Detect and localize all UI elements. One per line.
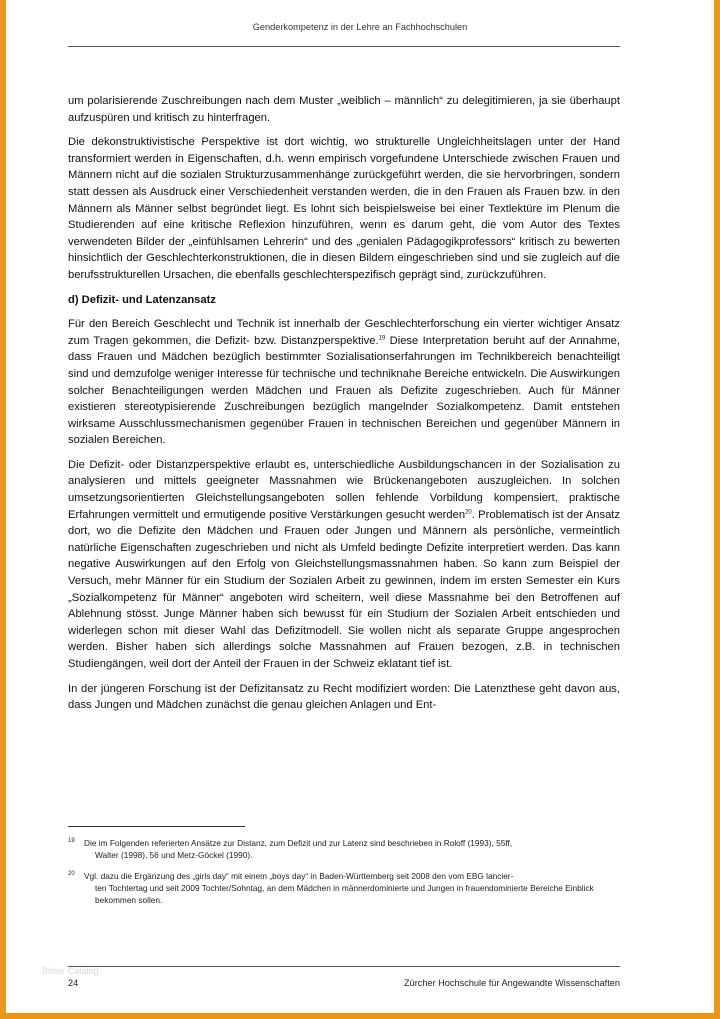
footnote-continuation: Walter (1998), 56 und Metz-Göckel (1990). — [95, 850, 253, 861]
footnote-number: 20 — [68, 870, 75, 877]
paragraph-1: um polarisierende Zuschreibungen nach dem Muster „weiblich – männlich“ zu delegitimieren, ja sie überhaupt aufzuspüren und kritisch zu hinterfragen. — [68, 95, 620, 124]
footnote-line: Vgl. dazu die Ergänzung des „girls day“ mit einem „boys day“ in Baden-Württemberg seit 2008 den vom EBG lancier- — [84, 870, 514, 881]
footnote-ref-19[interactable]: 19 — [378, 334, 386, 341]
paragraph-3-text-b: Diese Interpretation beruht auf der Annahme, dass Frauen und Mädchen bezüglich bestimmter Sozialisationserfahrungen im Technikbereich benachteiligt sind und demzufolge weniger Interesse für technische und techniknahe Bereiche entwickeln. Die Auswirkungen solcher Benachteiligungen werden Mädchen und Frauen als Defizite zugeschrieben. Auch für Männer existieren stereotypisierende Zuschreibungen bezüglich mangelnder Sozialkompetenz. Damit entstehen wirksame Ausschlussmechanismen gegenüber Frauen in technischen Bereichen und gegenüber Männern in sozialen Bereichen. — [68, 334, 620, 447]
header-rule — [68, 46, 620, 47]
footnote-number: 19 — [68, 838, 75, 844]
section-heading: d) Defizit- und Latenzansatz — [68, 293, 216, 306]
paragraph-2: Die dekonstruktivistische Perspektive ist dort wichtig, wo strukturelle Ungleichheitslagen unter der Hand transformiert werden in Eigenschaften, d.h. wenn empirisch vorgefundene Unterschiede zwischen Frauen und Männern nicht auf die sozialen Strukturzusammenhänge zurückgeführt werden, die sie hervorbringen, sondern statt dessen als Ausdruck einer Verschiedenheit verstanden werden, die in den Frauen als Frauen bzw. in den Männern als Männer selbst begründet liegt. Es lohnt sich beispielsweise bei einer Textlektüre im Plenum die Studierenden auf eine kritische Reflexion hinzuführen, wenn es darum geht, die vom Autor des Textes verwendeten Bilder der „einfühlsamen Lehrerin“ und des „genialen Pädagogikprofessors“ kritisch zu bewerten hinsichtlich der Geschlechterkonstruktionen, die in diesen Bildern eingeschrieben sind und sie zugleich auf die berufsstrukturellen Ursachen, die ebenfalls geschlechterspezifisch geprägt sind, zurückzuführen. — [68, 136, 620, 281]
paragraph-4 — [68, 457, 620, 673]
footnote-text — [84, 837, 620, 862]
paragraph-4-text-a: Die Defizit- oder Distanzperspektive erlaubt es, unterschiedliche Ausbildungschancen in der Sozialisation zu analysieren und mittels geeigneter Massnahmen wie Brückenangeboten auszugleichen. In solchen umsetzungsorientierten Gleichstellungsangeboten sollen fehlende Vorbildung kompensiert, praktische Erfahrungen vermittelt und ermutigende positive Verstärkungen gesucht werden — [68, 458, 620, 521]
page-number: 24 — [68, 978, 79, 988]
body-text — [68, 93, 620, 722]
document-page — [6, 0, 714, 1013]
footnote — [68, 837, 620, 862]
watermark: Bilder Catalog — [42, 966, 99, 976]
footer-institution: Zürcher Hochschule für Angewandte Wissenschaften — [403, 978, 620, 988]
footnote-ref-20[interactable]: 20 — [465, 508, 472, 515]
footnotes — [68, 837, 620, 914]
running-header: Genderkompetenz in der Lehre an Fachhochschulen — [252, 22, 468, 32]
footer-rule — [68, 966, 620, 967]
footnote-line: Die im Folgenden referierten Ansätze zur Distanz, zum Defizit und zur Latenz sind beschrieben in Roloff (1993), 55ff, — [84, 838, 513, 848]
footnote-continuation: ten Tochtertag und seit 2009 Tochter/Sohntag, an dem Mädchen in männerdominierte und Jungen in frauendominierte Bereiche Einblick bekommen sollen. — [95, 882, 594, 906]
footnote-rule — [68, 826, 245, 827]
paragraph-5: In der jüngeren Forschung ist der Defizitansatz zu Recht modifiziert worden: Die Latenzthese geht davon aus, dass Jungen und Mädchen zunächst die genau gleichen Anlagen und Ent- — [68, 682, 620, 712]
footnote — [68, 870, 620, 907]
paragraph-4-text-b: . Problematisch ist der Ansatz dort, wo die Defizite den Mädchen und Frauen oder Jungen und Männern als persönliche, vermeintlich natürliche Eigenschaften zugeschrieben und nicht als Umfeld bedingte Defizite interpretiert werden. Das kann negative Auswirkungen auf den Erfolg von Gleichstellungsmassnahmen haben. So kann zum Beispiel der Versuch, mehr Männer für ein Studium der Sozialen Arbeit zu gewinnen, indem im ersten Semester ein Kurs „Sozialkompetenz für Männer“ angeboten wird scheitern, weil diese Massnahme bei den Betroffenen auf Ablehnung stösst. Junge Männer haben sich bewusst für ein Studium der Sozialen Arbeit entschieden und widerlegen schon mit dieser Wahl das Defizitmodell. Sie wollen nicht als separate Gruppe angesprochen werden. Bisher haben sich allerdings solche Massnahmen auf Frauen bezogen, z.B. in technischen Studiengängen, weil dort der Anteil der Frauen in der Schweiz eklatant tief ist. — [68, 508, 620, 670]
paragraph-3-text-a: Für den Bereich Geschlecht und Technik ist innerhalb der Geschlechterforschung ein vierter wichtiger Ansatz zum Tragen gekommen, die Defizit- bzw. Distanzperspektive. — [68, 318, 620, 347]
paragraph-3 — [68, 316, 620, 449]
footnote-text — [84, 870, 620, 907]
